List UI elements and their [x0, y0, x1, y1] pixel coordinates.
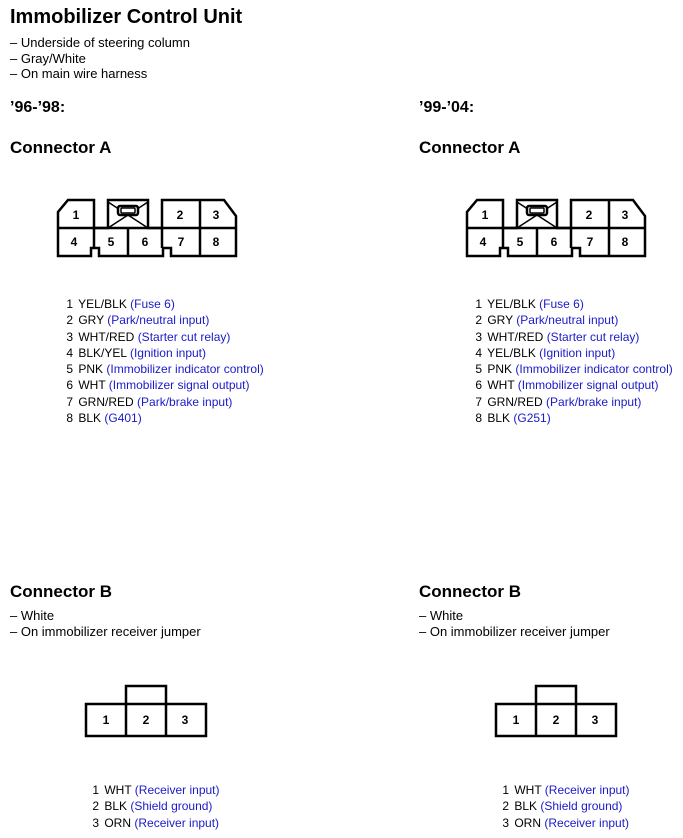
pin-number: 1: [475, 297, 482, 311]
pin-number: 7: [475, 394, 482, 409]
pin-function: (Starter cut relay): [137, 329, 231, 344]
left-connector-b-title: Connector B: [10, 582, 112, 601]
pin-row: [498, 815, 630, 831]
note-line: – White: [10, 608, 55, 623]
cavity-label: 6: [550, 235, 558, 249]
wire-color: ORN: [104, 815, 132, 830]
pin-function: (Immobilizer indicator control): [515, 362, 673, 377]
right-connector-b-pinout: [498, 782, 630, 831]
cavity-label: 6: [141, 235, 149, 249]
pin-function: (G401): [104, 411, 142, 426]
pin-row: [88, 782, 220, 798]
pin-number: 8: [66, 411, 73, 426]
cavity-label: 3: [181, 713, 189, 727]
cavity-label: 3: [212, 208, 220, 222]
pin-row: [471, 345, 673, 361]
cavity-label: 7: [177, 235, 185, 249]
cavity-label: 1: [481, 208, 489, 222]
cavity-label: 5: [107, 235, 115, 249]
wire-color: WHT: [78, 378, 106, 393]
wire-color: BLK/YEL: [78, 345, 127, 360]
pin-number: 4: [66, 345, 73, 360]
pin-number: 4: [475, 345, 482, 360]
wire-color: BLK: [487, 411, 511, 426]
pin-number: 6: [66, 378, 73, 393]
wire-color: GRY: [487, 313, 513, 328]
right-connector-a-title: Connector A: [419, 138, 521, 157]
pin-function: (Shield ground): [540, 799, 623, 814]
pin-number: 3: [475, 329, 482, 344]
pin-number: 2: [92, 799, 99, 814]
right-connector-b-notes: [419, 608, 610, 639]
note-line: – On main wire harness: [10, 66, 148, 81]
pin-function: (Park/brake input): [546, 394, 642, 409]
wire-color: PNK: [78, 362, 104, 377]
pin-function: (Fuse 6): [539, 297, 584, 311]
wire-color: WHT/RED: [487, 329, 544, 344]
cavity-label: 1: [512, 713, 520, 727]
pin-function: (Ignition input): [129, 345, 206, 360]
pin-function: (Starter cut relay): [546, 329, 640, 344]
pin-function: (Immobilizer signal output): [517, 378, 659, 393]
cavity-label: 5: [516, 235, 524, 249]
right-connector-a-diagram: [465, 198, 647, 260]
wire-color: YEL/BLK: [487, 297, 536, 311]
pin-row: [471, 296, 673, 312]
pin-function: (Shield ground): [130, 799, 213, 814]
pin-number: 2: [502, 799, 509, 814]
right-connector-a-pinout: [471, 296, 673, 426]
cavity-label: 7: [586, 235, 594, 249]
right-connector-b-diagram: [494, 684, 618, 738]
pin-row: [62, 296, 264, 312]
pin-row: [498, 782, 630, 798]
wire-color: WHT: [487, 378, 515, 393]
pin-function: (Fuse 6): [130, 297, 175, 311]
wire-color: WHT: [514, 783, 542, 797]
cavity-label: 2: [585, 208, 593, 222]
pin-row: [62, 329, 264, 345]
note-line: – White: [419, 608, 464, 623]
cavity-label: 8: [621, 235, 629, 249]
cavity-label: 3: [591, 713, 599, 727]
right-connector-b-title: Connector B: [419, 582, 521, 601]
pin-function: (Ignition input): [539, 345, 616, 360]
wire-color: GRN/RED: [78, 394, 134, 409]
pin-function: (Park/neutral input): [107, 313, 210, 328]
pin-function: (Receiver input): [134, 815, 220, 830]
pin-row: [471, 361, 673, 377]
pin-row: [62, 361, 264, 377]
pin-number: 7: [66, 394, 73, 409]
note-line: – Gray/White: [10, 50, 86, 66]
wire-color: WHT/RED: [78, 329, 135, 344]
pin-function: (Park/brake input): [137, 394, 233, 409]
connector-b-housing: [496, 686, 616, 736]
pin-row: [471, 329, 673, 345]
pin-row: [62, 410, 264, 426]
left-connector-a-title: Connector A: [10, 138, 112, 157]
pin-row: [62, 394, 264, 410]
pin-number: 2: [475, 313, 482, 328]
pin-number: 6: [475, 378, 482, 393]
connector-b-housing: [86, 686, 206, 736]
pin-number: 8: [475, 411, 482, 426]
pin-row: [88, 815, 220, 831]
wire-color: BLK: [104, 799, 128, 814]
left-year-range: ’96-’98:: [10, 99, 66, 116]
cavity-label: 4: [479, 235, 487, 249]
wire-color: GRN/RED: [487, 394, 543, 409]
pin-number: 3: [92, 815, 99, 830]
wire-color: BLK: [514, 799, 538, 814]
left-connector-a-diagram: [56, 198, 238, 260]
wire-color: WHT: [104, 783, 132, 797]
pin-function: (Receiver input): [544, 815, 630, 830]
pin-function: (Receiver input): [544, 783, 630, 797]
left-connector-b-notes: [10, 608, 201, 639]
cavity-label: 3: [621, 208, 629, 222]
pin-function: (Immobilizer signal output): [108, 378, 250, 393]
cavity-label: 1: [72, 208, 80, 222]
pin-function: (Receiver input): [134, 783, 220, 797]
cavity-label: 4: [70, 235, 78, 249]
pin-row: [471, 312, 673, 328]
pin-number: 5: [475, 362, 482, 377]
wire-color: GRY: [78, 313, 104, 328]
wire-color: YEL/BLK: [78, 297, 127, 311]
right-year-range: ’99-’04:: [419, 99, 475, 116]
wire-color: ORN: [514, 815, 542, 830]
pin-row: [471, 394, 673, 410]
pin-row: [471, 410, 673, 426]
pin-row: [62, 345, 264, 361]
wire-color: BLK: [78, 411, 102, 426]
pin-row: [62, 312, 264, 328]
pin-number: 1: [92, 783, 99, 797]
note-line: – Underside of steering column: [10, 35, 190, 50]
left-connector-b-diagram: [84, 684, 208, 738]
note-line: – On immobilizer receiver jumper: [10, 623, 201, 639]
left-connector-b-pinout: [88, 782, 220, 831]
pin-function: (G251): [513, 411, 551, 426]
location-notes: [10, 35, 190, 82]
pin-number: 3: [502, 815, 509, 830]
page-title: Immobilizer Control Unit: [10, 6, 243, 28]
wire-color: PNK: [487, 362, 513, 377]
wire-color: YEL/BLK: [487, 345, 536, 360]
pin-row: [471, 377, 673, 393]
cavity-label: 2: [176, 208, 184, 222]
pin-row: [88, 798, 220, 814]
left-connector-a-pinout: [62, 296, 264, 426]
pin-number: 1: [502, 783, 509, 797]
pin-row: [62, 377, 264, 393]
pin-number: 5: [66, 362, 73, 377]
pin-number: 1: [66, 297, 73, 311]
pin-row: [498, 798, 630, 814]
cavity-label: 8: [212, 235, 220, 249]
cavity-label: 2: [552, 713, 560, 727]
pin-function: (Immobilizer indicator control): [106, 362, 264, 377]
pin-number: 2: [66, 313, 73, 328]
note-line: – On immobilizer receiver jumper: [419, 623, 610, 639]
cavity-label: 1: [102, 713, 110, 727]
pin-number: 3: [66, 329, 73, 344]
pin-function: (Park/neutral input): [516, 313, 619, 328]
cavity-label: 2: [142, 713, 150, 727]
